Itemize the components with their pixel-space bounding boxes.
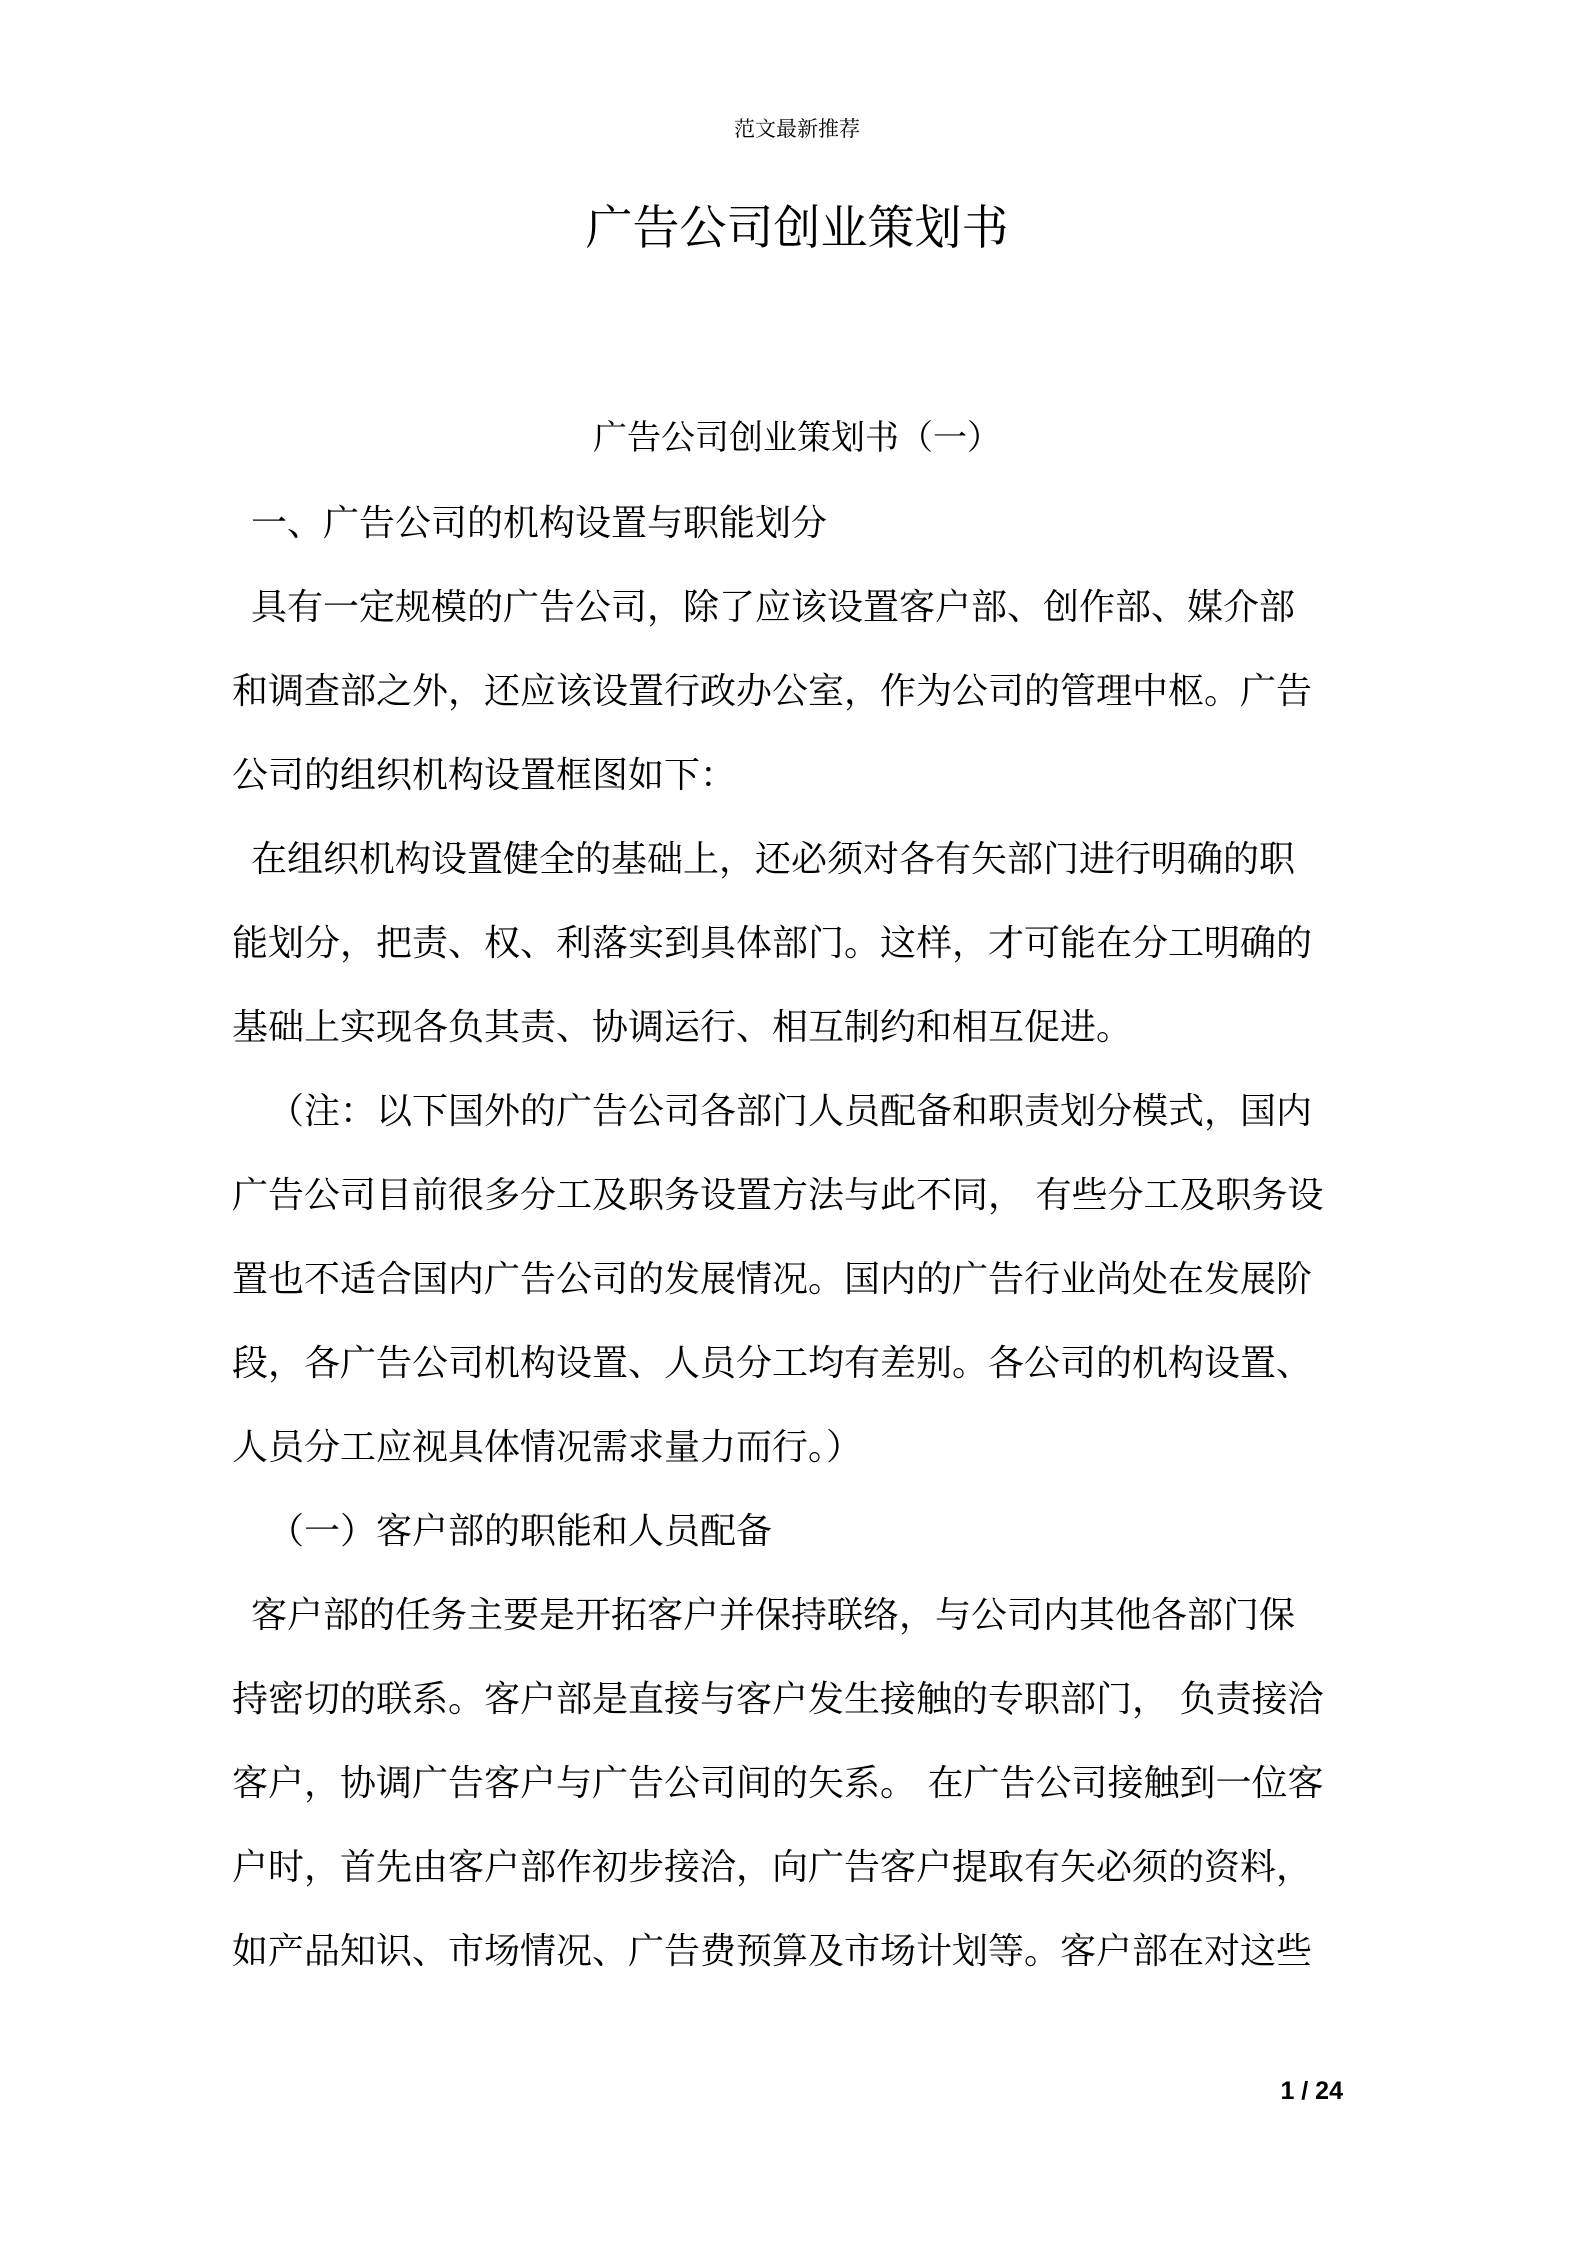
body-line: 和调查部之外，还应该设置行政办公室，作为公司的管理中枢。广告 [232,671,1313,712]
body-line: 公司的组织机构设置框图如下： [232,755,737,796]
body-line: 段，各广告公司机构设置、人员分工均有差别。各公司的机构设置、 [232,1343,1313,1384]
body-line: 具有一定规模的广告公司，除了应该设置客户部、创作部、媒介部 [251,587,1296,628]
body-line: 户时，首先由客户部作初步接洽，向广告客户提取有矢必须的资料， [232,1847,1313,1888]
body-line: 置也不适合国内广告公司的发展情况。国内的广告行业尚处在发展阶 [232,1259,1313,1300]
body-line: 广告公司目前很多分工及职务设置方法与此不同， 有些分工及职务设 [232,1175,1324,1216]
body-line: 能划分，把责、权、利落实到具体部门。这样，才可能在分工明确的 [232,923,1313,964]
body-line: 人员分工应视具体情况需求量力而行。） [232,1427,863,1468]
page-number: 1 / 24 [1280,2077,1343,2105]
body-line: 客户部的任务主要是开拓客户并保持联络，与公司内其他各部门保 [251,1595,1296,1636]
document-title: 广告公司创业策划书 [585,201,1009,256]
body-line: （注：以下国外的广告公司各部门人员配备和职责划分模式，国内 [268,1091,1313,1132]
body-line: 在组织机构设置健全的基础上，还必须对各有矢部门进行明确的职 [251,839,1296,880]
document-body [232,482,1368,1994]
body-line: 如产品知识、市场情况、广告费预算及市场计划等。客户部在对这些 [232,1931,1313,1972]
body-line: （一）客户部的职能和人员配备 [268,1511,773,1552]
body-line: 客户，协调广告客户与广告公司间的矢系。 在广告公司接触到一位客 [232,1763,1324,1804]
body-line: 持密切的联系。客户部是直接与客户发生接触的专职部门， 负责接洽 [232,1679,1324,1720]
body-line: 基础上实现各负其责、协调运行、相互制约和相互促进。 [232,1007,1133,1048]
body-line: 一、广告公司的机构设置与职能划分 [251,503,828,544]
document-subtitle: 广告公司创业策划书（一） [593,418,1001,458]
page-header-text: 范文最新推荐 [734,117,860,141]
